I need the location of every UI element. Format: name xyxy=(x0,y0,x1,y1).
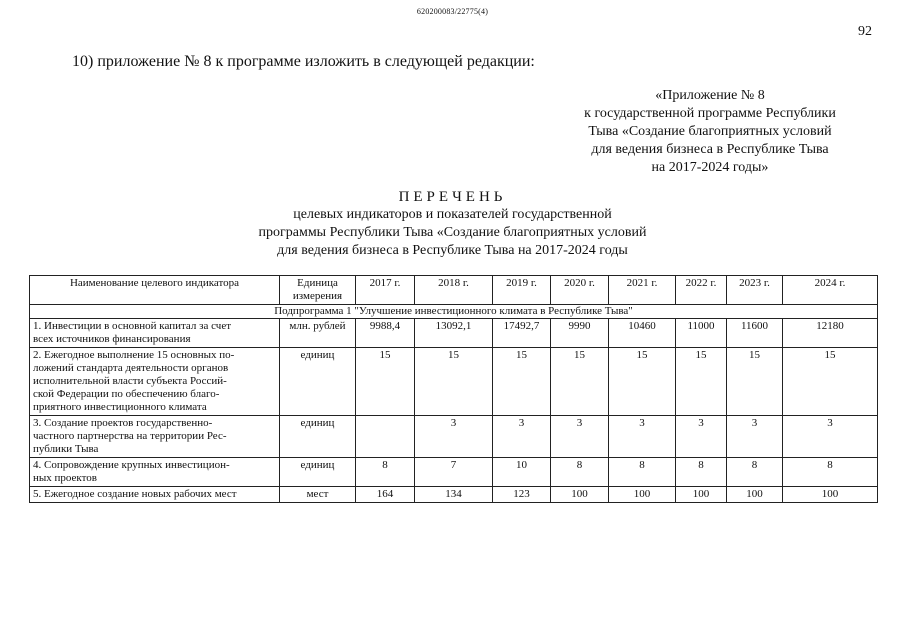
value-cell: 15 xyxy=(415,348,493,416)
header-year: 2018 г. xyxy=(415,276,493,305)
header-year: 2024 г. xyxy=(783,276,878,305)
header-year: 2022 г. xyxy=(676,276,727,305)
intro-paragraph: 10) приложение № 8 к программе изложить в следующей редакции: xyxy=(72,53,535,70)
value-cell: 15 xyxy=(676,348,727,416)
value-cell: 8 xyxy=(609,458,676,487)
value-cell: 9988,4 xyxy=(356,319,415,348)
page-number: 92 xyxy=(858,24,872,39)
indicator-unit: единиц xyxy=(280,348,356,416)
value-cell: 12180 xyxy=(783,319,878,348)
value-cell: 15 xyxy=(727,348,783,416)
indicator-name-line: 4. Сопровождение крупных инвестицион- xyxy=(33,459,230,471)
indicator-name-line: всех источников финансирования xyxy=(33,333,191,345)
document-title: ПЕРЕЧЕНЬ xyxy=(398,189,507,205)
header-year: 2021 г. xyxy=(609,276,676,305)
indicator-name-line: частного партнерства на территории Рес- xyxy=(33,430,227,442)
value-cell: 8 xyxy=(783,458,878,487)
value-cell: 3 xyxy=(727,416,783,458)
indicator-name xyxy=(30,458,280,487)
value-cell: 15 xyxy=(356,348,415,416)
indicator-name-line: приятного инвестиционного климата xyxy=(33,401,207,413)
header-year: 2023 г. xyxy=(727,276,783,305)
value-cell: 15 xyxy=(783,348,878,416)
value-cell: 10460 xyxy=(609,319,676,348)
header-indicator-name: Наименование целевого индикатора xyxy=(30,276,280,305)
indicator-name-line: публики Тыва xyxy=(33,443,99,455)
indicator-name xyxy=(30,487,280,503)
indicator-name xyxy=(30,319,280,348)
value-cell: 3 xyxy=(551,416,609,458)
appendix-line: «Приложение № 8 xyxy=(655,88,765,103)
subprogram-row xyxy=(30,305,878,319)
header-unit-line: Единица xyxy=(297,277,338,289)
indicator-name-line: исполнительной власти субъекта Россий- xyxy=(33,375,227,387)
value-cell: 100 xyxy=(676,487,727,503)
indicator-name-line: 1. Инвестиции в основной капитал за счет xyxy=(33,320,232,332)
table-row xyxy=(30,348,878,416)
indicator-name-line: ложений стандарта деятельности органов xyxy=(33,362,229,374)
value-cell: 164 xyxy=(356,487,415,503)
value-cell: 100 xyxy=(727,487,783,503)
indicator-name xyxy=(30,416,280,458)
header-year: 2020 г. xyxy=(551,276,609,305)
header-unit-line: измерения xyxy=(292,290,343,302)
indicator-unit: млн. рублей xyxy=(280,319,356,348)
document-id: 620200083/22775(4) xyxy=(416,7,489,16)
value-cell: 11600 xyxy=(727,319,783,348)
appendix-reference xyxy=(560,87,860,177)
appendix-line: Тыва «Создание благоприятных условий xyxy=(588,124,832,139)
indicator-name-line: 5. Ежегодное создание новых рабочих мест xyxy=(33,488,237,500)
value-cell: 8 xyxy=(676,458,727,487)
value-cell: 123 xyxy=(493,487,551,503)
value-cell: 15 xyxy=(609,348,676,416)
appendix-line: к государственной программе Республики xyxy=(584,106,836,121)
value-cell: 11000 xyxy=(676,319,727,348)
indicator-name-line: ных проектов xyxy=(33,472,97,484)
value-cell: 100 xyxy=(783,487,878,503)
value-cell: 13092,1 xyxy=(415,319,493,348)
appendix-line: на 2017-2024 годы» xyxy=(651,160,769,175)
table-row xyxy=(30,487,878,503)
header-year: 2019 г. xyxy=(493,276,551,305)
subtitle-line: для ведения бизнеса в Республике Тыва на 2017-2024 годы xyxy=(277,243,628,258)
value-cell xyxy=(356,416,415,458)
indicator-name-line: 2. Ежегодное выполнение 15 основных по- xyxy=(33,349,235,361)
header-year: 2017 г. xyxy=(356,276,415,305)
value-cell: 3 xyxy=(493,416,551,458)
value-cell: 8 xyxy=(356,458,415,487)
table-row xyxy=(30,458,878,487)
value-cell: 10 xyxy=(493,458,551,487)
value-cell: 15 xyxy=(493,348,551,416)
value-cell: 3 xyxy=(609,416,676,458)
value-cell: 9990 xyxy=(551,319,609,348)
value-cell: 7 xyxy=(415,458,493,487)
indicator-unit: единиц xyxy=(280,416,356,458)
subtitle-line: целевых индикаторов и показателей государственной xyxy=(293,207,612,222)
header-unit xyxy=(280,276,356,305)
indicator-unit: единиц xyxy=(280,458,356,487)
table-row xyxy=(30,416,878,458)
value-cell: 17492,7 xyxy=(493,319,551,348)
indicator-name-line: 3. Создание проектов государственно- xyxy=(33,417,213,429)
indicator-unit: мест xyxy=(280,487,356,503)
value-cell: 3 xyxy=(676,416,727,458)
value-cell: 100 xyxy=(609,487,676,503)
table-row xyxy=(30,319,878,348)
value-cell: 100 xyxy=(551,487,609,503)
indicator-name xyxy=(30,348,280,416)
document-subtitle xyxy=(0,206,905,260)
value-cell: 3 xyxy=(415,416,493,458)
subprogram-title: Подпрограмма 1 "Улучшение инвестиционного климата в Республике Тыва" xyxy=(30,305,878,319)
subtitle-line: программы Республики Тыва «Создание благоприятных условий xyxy=(258,225,647,240)
value-cell: 15 xyxy=(551,348,609,416)
value-cell: 8 xyxy=(727,458,783,487)
value-cell: 8 xyxy=(551,458,609,487)
indicators-table xyxy=(29,275,878,503)
value-cell: 3 xyxy=(783,416,878,458)
table-header-row xyxy=(30,276,878,305)
indicator-name-line: ской Федерации по обеспечению благо- xyxy=(33,388,220,400)
appendix-line: для ведения бизнеса в Республике Тыва xyxy=(591,142,829,157)
value-cell: 134 xyxy=(415,487,493,503)
